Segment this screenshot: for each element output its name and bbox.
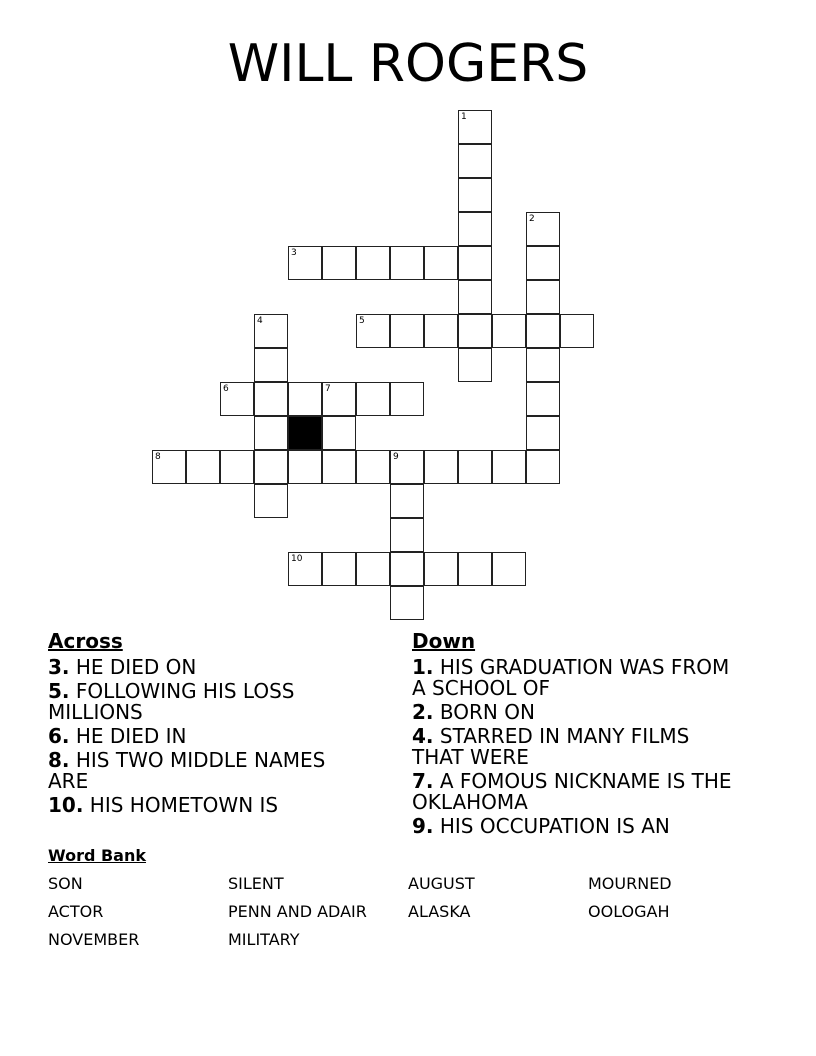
clue-number: 10.	[48, 793, 84, 817]
crossword-cell[interactable]	[390, 382, 424, 416]
across-clue	[48, 681, 368, 723]
crossword-cell[interactable]	[356, 552, 390, 586]
crossword-cell[interactable]	[322, 416, 356, 450]
crossword-cell[interactable]	[390, 246, 424, 280]
crossword-cell[interactable]	[288, 246, 322, 280]
word-bank-item: ACTOR	[48, 902, 104, 921]
crossword-cell[interactable]	[186, 450, 220, 484]
clue-number: 4	[257, 316, 263, 326]
crossword-cell[interactable]	[288, 382, 322, 416]
crossword-cell[interactable]	[356, 450, 390, 484]
crossword-cell[interactable]	[254, 416, 288, 450]
down-clue	[412, 657, 732, 699]
clue-number: 6	[223, 384, 229, 394]
crossword-cell[interactable]	[492, 314, 526, 348]
crossword-cell[interactable]	[526, 280, 560, 314]
clue-number: 8	[155, 452, 161, 462]
word-bank-item: OOLOGAH	[588, 902, 670, 921]
clue-text: HE DIED ON	[69, 655, 197, 679]
crossword-cell[interactable]	[152, 450, 186, 484]
crossword-cell[interactable]	[458, 212, 492, 246]
clue-number: 7	[325, 384, 331, 394]
clue-number: 5.	[48, 679, 70, 703]
crossword-cell[interactable]	[356, 314, 390, 348]
crossword-cell[interactable]	[254, 314, 288, 348]
crossword-cell[interactable]	[390, 552, 424, 586]
word-bank-item: NOVEMBER	[48, 930, 140, 949]
clue-number: 10	[291, 554, 303, 564]
clue-text: A FOMOUS NICKNAME IS THE OKLAHOMA	[412, 769, 732, 814]
crossword-cell[interactable]	[458, 280, 492, 314]
crossword-cell[interactable]	[356, 246, 390, 280]
crossword-cell[interactable]	[390, 484, 424, 518]
crossword-cell[interactable]	[526, 246, 560, 280]
across-clue	[48, 795, 368, 816]
word-bank-item: ALASKA	[408, 902, 471, 921]
clue-text: HIS GRADUATION WAS FROM A SCHOOL OF	[412, 655, 730, 700]
clue-number: 7.	[412, 769, 434, 793]
crossword-cell[interactable]	[458, 246, 492, 280]
crossword-cell[interactable]	[458, 348, 492, 382]
clue-text: HIS HOMETOWN IS	[83, 793, 279, 817]
crossword-cell[interactable]	[458, 178, 492, 212]
crossword-cell[interactable]	[458, 552, 492, 586]
across-clue-list	[48, 657, 368, 819]
clue-number: 9	[393, 452, 399, 462]
clue-text: HIS OCCUPATION IS AN	[433, 814, 670, 838]
crossword-black-cell	[288, 416, 322, 450]
crossword-cell[interactable]	[526, 348, 560, 382]
crossword-cell[interactable]	[254, 348, 288, 382]
crossword-cell[interactable]	[322, 450, 356, 484]
crossword-cell[interactable]	[458, 144, 492, 178]
clue-text: HIS TWO MIDDLE NAMES ARE	[48, 748, 326, 793]
crossword-cell[interactable]	[254, 382, 288, 416]
crossword-cell[interactable]	[458, 110, 492, 144]
across-clue	[48, 726, 368, 747]
clue-text: FOLLOWING HIS LOSS MILLIONS	[48, 679, 295, 724]
crossword-cell[interactable]	[390, 314, 424, 348]
clue-number: 1.	[412, 655, 434, 679]
crossword-cell[interactable]	[526, 314, 560, 348]
crossword-cell[interactable]	[526, 416, 560, 450]
crossword-cell[interactable]	[492, 552, 526, 586]
crossword-cell[interactable]	[492, 450, 526, 484]
crossword-cell[interactable]	[322, 246, 356, 280]
crossword-cell[interactable]	[390, 586, 424, 620]
crossword-cell[interactable]	[288, 450, 322, 484]
word-bank-item: SILENT	[228, 874, 284, 893]
down-heading: Down	[412, 629, 476, 653]
across-clue	[48, 657, 368, 678]
clue-number: 3	[291, 248, 297, 258]
crossword-cell[interactable]	[424, 246, 458, 280]
crossword-cell[interactable]	[288, 552, 322, 586]
crossword-cell[interactable]	[390, 518, 424, 552]
down-clue	[412, 771, 732, 813]
word-bank-item: MILITARY	[228, 930, 300, 949]
crossword-cell[interactable]	[424, 552, 458, 586]
crossword-cell[interactable]	[526, 382, 560, 416]
clue-text: BORN ON	[433, 700, 535, 724]
word-bank-item: PENN AND ADAIR	[228, 902, 367, 921]
crossword-cell[interactable]	[220, 382, 254, 416]
crossword-cell[interactable]	[424, 314, 458, 348]
crossword-cell[interactable]	[458, 314, 492, 348]
crossword-cell[interactable]	[322, 382, 356, 416]
clue-number: 5	[359, 316, 365, 326]
crossword-cell[interactable]	[526, 212, 560, 246]
down-clue	[412, 726, 732, 768]
crossword-cell[interactable]	[424, 450, 458, 484]
clue-text: HE DIED IN	[69, 724, 187, 748]
crossword-cell[interactable]	[220, 450, 254, 484]
down-clue	[412, 816, 732, 837]
across-clue	[48, 750, 368, 792]
word-bank-item: SON	[48, 874, 83, 893]
clue-number: 3.	[48, 655, 70, 679]
down-clue-list	[412, 657, 732, 840]
across-heading: Across	[48, 629, 123, 653]
puzzle-title: WILL ROGERS	[227, 34, 589, 94]
crossword-cell[interactable]	[356, 382, 390, 416]
clue-number: 4.	[412, 724, 434, 748]
crossword-cell[interactable]	[458, 450, 492, 484]
word-bank-item: AUGUST	[408, 874, 475, 893]
down-clue	[412, 702, 732, 723]
clue-number: 6.	[48, 724, 70, 748]
crossword-cell[interactable]	[560, 314, 594, 348]
word-bank-heading: Word Bank	[48, 846, 147, 865]
crossword-cell[interactable]	[322, 552, 356, 586]
crossword-cell[interactable]	[254, 484, 288, 518]
clue-number: 8.	[48, 748, 70, 772]
clue-number: 2	[529, 214, 535, 224]
clue-number: 1	[461, 112, 467, 122]
crossword-cell[interactable]	[526, 450, 560, 484]
clue-text: STARRED IN MANY FILMS THAT WERE	[412, 724, 690, 769]
clue-number: 9.	[412, 814, 434, 838]
crossword-cell[interactable]	[390, 450, 424, 484]
crossword-cell[interactable]	[254, 450, 288, 484]
word-bank-item: MOURNED	[588, 874, 672, 893]
clue-number: 2.	[412, 700, 434, 724]
